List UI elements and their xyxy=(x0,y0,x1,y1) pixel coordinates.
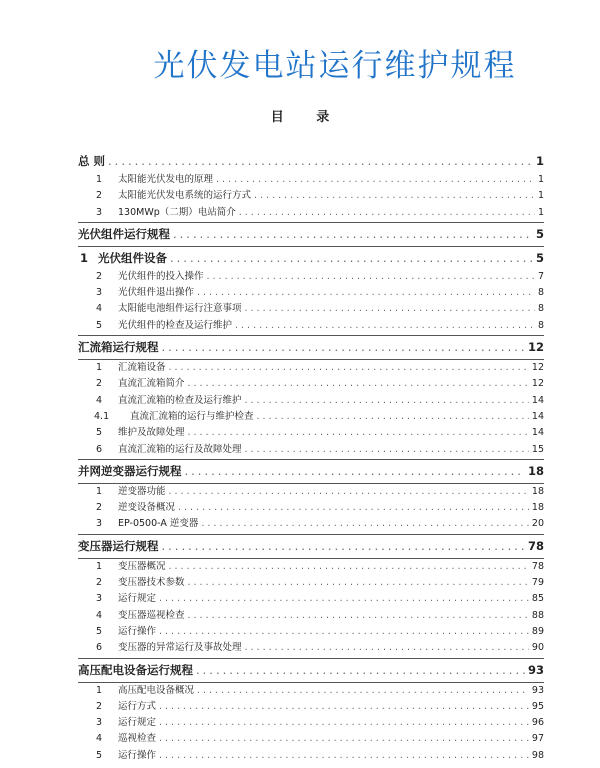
dot-leader xyxy=(159,748,529,764)
toc-entry-label: 并网逆变器运行规程 xyxy=(78,463,182,478)
toc-page-number: 8 xyxy=(537,287,544,299)
dot-leader xyxy=(159,624,529,640)
dot-leader xyxy=(196,659,525,681)
toc-page-number: 78 xyxy=(531,560,544,572)
table-of-contents xyxy=(78,150,544,764)
toc-entry-label: 太阳能电池组件运行注意事项 xyxy=(118,303,242,315)
toc-page-number: 12 xyxy=(531,362,544,374)
toc-page-number: 96 xyxy=(531,717,544,729)
toc-entry-label: 直流汇流箱的检查及运行维护 xyxy=(118,394,242,406)
toc-entry-label: 汇流箱运行规程 xyxy=(78,340,159,355)
dot-leader xyxy=(188,608,529,624)
toc-entry-label: 变压器的异常运行及事故处理 xyxy=(118,642,242,654)
toc-page-number: 18 xyxy=(531,502,544,514)
toc-entry[interactable] xyxy=(78,608,544,624)
toc-page-number: 98 xyxy=(531,749,544,761)
dot-leader xyxy=(197,683,529,699)
dot-leader xyxy=(159,699,529,715)
toc-entry[interactable] xyxy=(78,172,544,188)
toc-entry-number: 3 xyxy=(96,593,103,605)
toc-page-number: 85 xyxy=(531,593,544,605)
dot-leader xyxy=(162,336,525,358)
dot-leader xyxy=(173,223,533,245)
toc-entry[interactable] xyxy=(78,425,544,441)
toc-page-number: 15 xyxy=(531,443,544,455)
toc-entry-label: 汇流箱设备 xyxy=(118,362,166,374)
toc-page-number: 20 xyxy=(531,518,544,530)
toc-entry[interactable] xyxy=(78,393,544,409)
dot-leader xyxy=(169,484,529,500)
toc-page-number: 93 xyxy=(527,662,544,677)
dot-leader xyxy=(169,360,529,376)
toc-entry-number: 4 xyxy=(96,609,103,621)
toc-entry-label: 变压器巡视检查 xyxy=(118,609,185,621)
toc-page-number: 1 xyxy=(537,190,544,202)
toc-entry-number: 5 xyxy=(96,427,103,439)
toc-page-number: 5 xyxy=(535,226,544,241)
toc-entry-number: 5 xyxy=(96,319,103,331)
toc-entry[interactable] xyxy=(78,376,544,392)
toc-entry-number: 2 xyxy=(96,700,103,712)
dot-leader xyxy=(159,715,529,731)
toc-entry[interactable] xyxy=(78,188,544,204)
toc-entry-number: 1 xyxy=(96,485,103,497)
toc-entry-label: 巡视检查 xyxy=(118,733,157,745)
dot-leader xyxy=(235,318,535,334)
toc-page-number: 18 xyxy=(527,463,544,478)
toc-page-number: 97 xyxy=(531,733,544,745)
dot-leader xyxy=(108,150,533,172)
toc-entry[interactable] xyxy=(78,360,544,376)
toc-entry-number: 2 xyxy=(96,270,103,282)
toc-entry-label: 光伏组件设备 xyxy=(98,250,167,265)
toc-entry-label: 光伏组件的检查及运行维护 xyxy=(118,319,233,331)
toc-entry-label: 运行方式 xyxy=(118,700,157,712)
toc-page-number: 1 xyxy=(537,174,544,185)
toc-page-number: 78 xyxy=(527,538,544,553)
toc-chapter-inverter[interactable] xyxy=(78,460,544,482)
dot-leader xyxy=(188,425,529,441)
toc-page-number: 5 xyxy=(535,250,544,265)
toc-entry-label: 运行规定 xyxy=(118,593,157,605)
toc-page-number: 7 xyxy=(537,270,544,282)
toc-entry-number: 2 xyxy=(96,502,103,514)
toc-entry[interactable] xyxy=(78,575,544,591)
toc-page-number: 90 xyxy=(531,642,544,654)
dot-leader xyxy=(257,409,529,425)
toc-chapter-combiner[interactable] xyxy=(78,336,544,358)
toc-entry[interactable] xyxy=(78,516,544,532)
dot-leader xyxy=(254,188,535,204)
dot-leader xyxy=(178,500,529,516)
toc-page-number: 12 xyxy=(531,378,544,390)
toc-entry-number: 3 xyxy=(96,717,103,729)
toc-chapter-general[interactable] xyxy=(78,150,544,172)
toc-entry-number: 4.1 xyxy=(94,410,110,422)
toc-entry-label: 光伏组件的投入操作 xyxy=(118,270,204,282)
toc-chapter-hv[interactable] xyxy=(78,659,544,681)
dot-leader xyxy=(159,731,529,747)
toc-entry-label: 直流汇流箱的运行及故障处理 xyxy=(118,443,242,455)
dot-leader xyxy=(185,460,525,482)
dot-leader xyxy=(188,376,529,392)
toc-entry-label: 直流汇流箱简介 xyxy=(118,378,185,390)
dot-leader xyxy=(216,172,535,188)
dot-leader xyxy=(245,393,529,409)
toc-entry-number: 2 xyxy=(96,378,103,390)
toc-entry-label: 运行规定 xyxy=(118,717,157,729)
toc-entry[interactable] xyxy=(78,683,544,699)
toc-entry-label: 变压器运行规程 xyxy=(78,538,159,553)
toc-entry-label: 高压配电设备概况 xyxy=(118,684,195,696)
toc-entry-label: 逆变器功能 xyxy=(118,485,166,497)
toc-entry[interactable] xyxy=(78,301,544,317)
toc-entry[interactable] xyxy=(78,442,544,458)
toc-entry[interactable] xyxy=(78,500,544,516)
toc-entry-number: 6 xyxy=(96,642,103,654)
toc-chapter-transformer[interactable] xyxy=(78,535,544,557)
toc-entry-label: 直流汇流箱的运行与维护检查 xyxy=(130,410,254,422)
toc-entry[interactable] xyxy=(78,318,544,334)
dot-leader xyxy=(201,516,529,532)
toc-entry-label: 变压器技术参数 xyxy=(118,577,185,589)
toc-entry-number: 5 xyxy=(96,749,103,761)
toc-page-number: 1 xyxy=(535,154,544,168)
toc-entry-number: 2 xyxy=(96,577,103,589)
toc-page-number: 18 xyxy=(531,485,544,497)
toc-page-number: 89 xyxy=(531,625,544,637)
toc-entry-number: 1 xyxy=(96,684,103,696)
toc-page-number: 14 xyxy=(531,410,544,422)
dot-leader xyxy=(245,442,529,458)
toc-entry-number: 4 xyxy=(96,733,103,745)
toc-page-number: 1 xyxy=(537,206,544,218)
toc-entry-label: 逆变设备概况 xyxy=(118,502,176,514)
toc-entry[interactable] xyxy=(78,731,544,747)
toc-entry-number: 3 xyxy=(96,206,103,218)
toc-page-number: 8 xyxy=(537,319,544,331)
toc-entry-number: 2 xyxy=(96,190,103,202)
toc-entry-number: 4 xyxy=(96,303,103,315)
toc-page-number: 79 xyxy=(531,577,544,589)
toc-section-module-equipment[interactable] xyxy=(78,247,544,269)
toc-entry[interactable] xyxy=(78,640,544,656)
toc-entry-label: 总 则 xyxy=(78,154,106,168)
toc-entry[interactable] xyxy=(78,715,544,731)
dot-leader xyxy=(188,575,529,591)
toc-page-number: 8 xyxy=(537,303,544,315)
dot-leader xyxy=(169,559,529,575)
toc-entry-label: 运行操作 xyxy=(118,625,157,637)
toc-entry-number: 3 xyxy=(96,287,103,299)
toc-entry-number: 6 xyxy=(96,443,103,455)
toc-entry-number: 1 xyxy=(80,250,89,265)
toc-entry[interactable] xyxy=(78,559,544,575)
dot-leader xyxy=(245,640,529,656)
toc-entry-label: 维护及故障处理 xyxy=(118,427,185,439)
dot-leader xyxy=(159,591,529,607)
toc-entry[interactable] xyxy=(78,624,544,640)
toc-entry[interactable] xyxy=(78,484,544,500)
toc-entry[interactable] xyxy=(78,748,544,764)
toc-heading: 目 录 xyxy=(270,110,344,125)
toc-entry[interactable] xyxy=(78,285,544,301)
toc-entry-label: 光伏组件运行规程 xyxy=(78,226,170,241)
dot-leader xyxy=(239,205,535,221)
toc-entry-label: 变压器概况 xyxy=(118,560,166,572)
toc-entry-label: 130MWp（二期）电站简介 xyxy=(118,206,236,218)
toc-entry-label: 太阳能光伏发电系统的运行方式 xyxy=(118,190,252,202)
toc-entry-number: 1 xyxy=(96,174,103,185)
toc-page-number: 93 xyxy=(531,684,544,696)
toc-entry-label: 高压配电设备运行规程 xyxy=(78,662,193,677)
dot-leader xyxy=(207,269,535,285)
toc-entry-label: 太阳能光伏发电的原理 xyxy=(118,174,214,185)
toc-page-number: 95 xyxy=(531,700,544,712)
toc-entry-label: 运行操作 xyxy=(118,749,157,761)
toc-entry-number: 1 xyxy=(96,560,103,572)
toc-entry-label: EP-0500-A 逆变器 xyxy=(118,518,199,530)
toc-entry[interactable] xyxy=(78,409,544,425)
toc-entry[interactable] xyxy=(78,269,544,285)
toc-entry-number: 1 xyxy=(96,362,103,374)
toc-entry-number: 5 xyxy=(96,625,103,637)
toc-page-number: 88 xyxy=(531,609,544,621)
toc-chapter-module-rules[interactable] xyxy=(78,223,544,245)
toc-page-number: 14 xyxy=(531,427,544,439)
toc-entry[interactable] xyxy=(78,591,544,607)
toc-entry-number: 3 xyxy=(96,518,103,530)
toc-entry-number: 4 xyxy=(96,394,103,406)
toc-page-number: 12 xyxy=(527,340,544,355)
toc-page-number: 14 xyxy=(531,394,544,406)
dot-leader xyxy=(162,535,525,557)
toc-entry[interactable] xyxy=(78,699,544,715)
dot-leader xyxy=(245,301,535,317)
document-title: 光伏发电站运行维护规程 xyxy=(153,48,517,84)
toc-entry-label: 光伏组件退出操作 xyxy=(118,287,195,299)
toc-entry[interactable] xyxy=(78,205,544,221)
dot-leader xyxy=(170,247,533,269)
dot-leader xyxy=(197,285,535,301)
